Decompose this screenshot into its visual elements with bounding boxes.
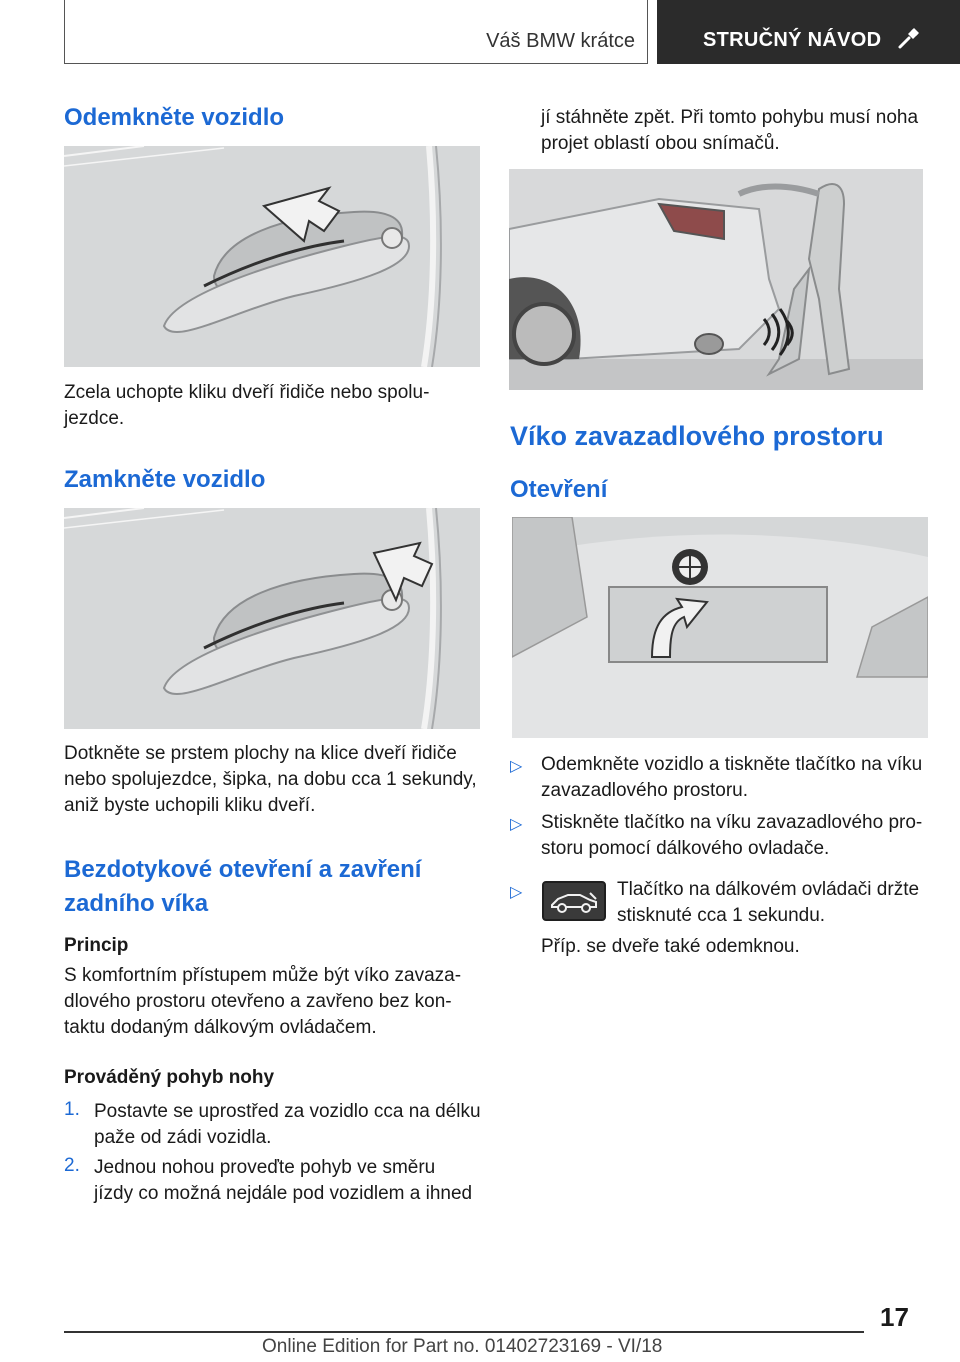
unlock-title: Odemkněte vozidlo bbox=[64, 104, 285, 131]
header-chapter-box bbox=[657, 0, 960, 64]
bullet-3-text: Tlačítko na dálkovém ovládači držte stisknuté cca 1 sekundu. bbox=[617, 879, 920, 926]
lock-title: Zamkněte vozidlo bbox=[64, 466, 266, 493]
step-1-text: Postavte se uprostřed za vozidlo cca na délku paže od zádi vozidla. bbox=[94, 1101, 481, 1148]
unlock-text: Zcela uchopte kliku dveří řidiče nebo spolu‐ jezdce. bbox=[64, 382, 430, 429]
trunk-button-illustration bbox=[512, 517, 928, 738]
lock-text: Dotkněte se prstem plochy na klice dveří řidiče nebo spolujezdce, šipka, na dobu cca 1 sekundy, aniž byste uchopili kliku dveří. bbox=[64, 743, 477, 816]
bullet-2-marker: ▷ bbox=[510, 816, 523, 833]
step-2-text: Jednou nohou proveďte pohyb ve směru jízdy co možná nejdále pod vozidlem a ihned bbox=[94, 1157, 473, 1204]
bullet-1-text: Odemkněte vozidlo a tiskněte tlačítko na víku zavazadlového prostoru. bbox=[541, 754, 923, 801]
bullet-2-text: Stiskněte tlačítko na víku zavazadlového pro‐ storu pomocí dálkového ovladače. bbox=[541, 812, 923, 859]
header-chapter-title: STRUČNÝ NÁVOD bbox=[703, 29, 882, 51]
step-2-number: 2. bbox=[64, 1155, 80, 1176]
door-handle-unlock-illustration bbox=[64, 146, 480, 367]
movement-title: Prováděný pohyb nohy bbox=[64, 1067, 275, 1088]
wrench-icon bbox=[897, 28, 919, 50]
header-section-title: Váš BMW krátce bbox=[486, 30, 635, 52]
bullet-3-marker: ▷ bbox=[510, 884, 523, 901]
trunk-title: Víko zavazadlového prostoru bbox=[510, 421, 884, 451]
page-number: 17 bbox=[880, 1302, 909, 1332]
bullet-1-marker: ▷ bbox=[510, 758, 523, 775]
principle-title: Princip bbox=[64, 935, 129, 956]
header-section-box bbox=[64, 0, 648, 64]
footer-divider bbox=[64, 1331, 864, 1333]
contactless-title: Bezdotykové otevření a zavření zadního víka bbox=[64, 856, 422, 917]
foot-movement-illustration bbox=[509, 169, 923, 390]
step-2-continued-text: jí stáhněte zpět. Při tomto pohybu musí noha projet oblastí obou snímačů. bbox=[541, 107, 919, 154]
open-title: Otevření bbox=[510, 476, 608, 503]
principle-text: S komfortním přístupem může být víko zavaza‐ dlového prostoru otevřeno a zavřeno bez kon‐ taktu dodaným dálkovým ovládačem. bbox=[64, 965, 462, 1038]
door-handle-lock-illustration bbox=[64, 508, 480, 729]
note-text: Příp. se dveře také odemknou. bbox=[541, 936, 800, 957]
footer-edition: Online Edition for Part no. 01402723169 - VI/18 bbox=[262, 1336, 663, 1357]
step-1-number: 1. bbox=[64, 1099, 80, 1120]
car-trunk-key-icon bbox=[542, 881, 606, 921]
